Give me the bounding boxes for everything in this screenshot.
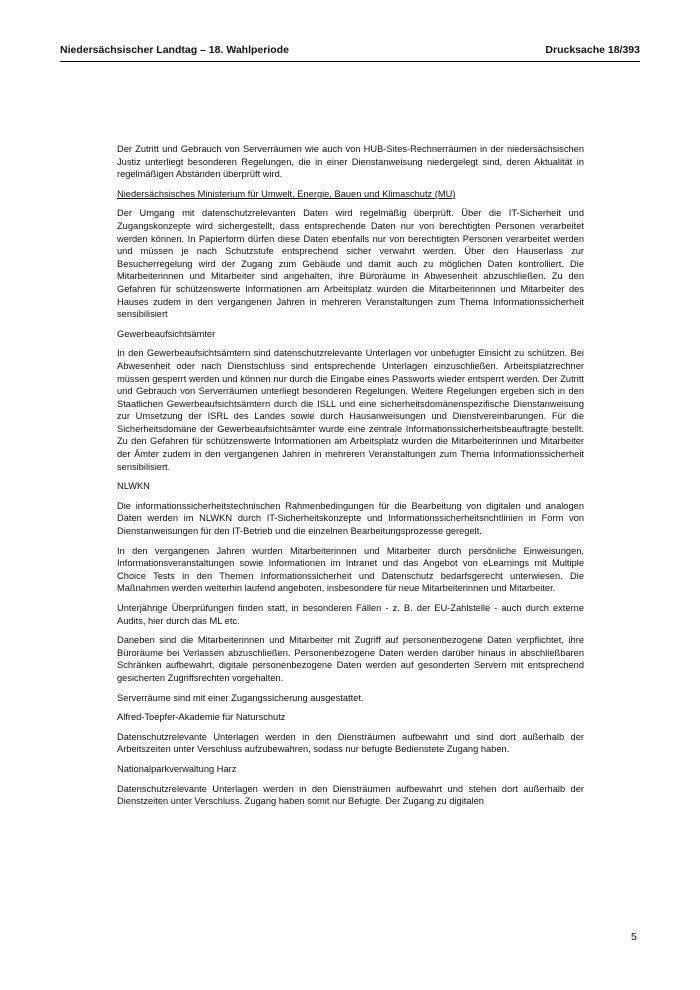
paragraph: Daneben sind die Mitarbeiterinnen und Mitarbeiter mit Zugriff auf personenbezogene Daten verpflichtet, ihre Büroräume bei Verlassen abzuschließen. Personenbezogene Daten werden darüber hinaus in abschließbaren Schränken aufbewahrt, digitale personenbezogene Daten werden auf gesonderten Servern mit entsprechend gesicherten Zugriffsrechten vorgehalten. bbox=[117, 635, 584, 683]
paragraph: Serverräume sind mit einer Zugangssicherung ausgestattet. bbox=[117, 692, 364, 703]
page-header bbox=[60, 44, 640, 62]
section-heading-nlwkn: NLWKN bbox=[117, 481, 150, 492]
document-number: Drucksache 18/393 bbox=[545, 44, 640, 56]
paragraph: Datenschutzrelevante Unterlagen werden in den Diensträumen aufbewahrt und stehen dort außerhalb der Dienstzeiten unter Verschluss. Zugang haben somit nur Befugte. Der Zugang zu digitalen bbox=[117, 783, 584, 807]
section-heading-akademie: Alfred-Toepfer-Akademie für Naturschutz bbox=[117, 712, 286, 723]
section-heading-harz: Nationalparkverwaltung Harz bbox=[117, 763, 237, 774]
paragraph: In den vergangenen Jahren wurden Mitarbeiterinnen und Mitarbeiter durch persönliche Einweisungen, Informationsveranstaltungen sowie Informationen im Intranet und das Angebot von eLearnings mit Multiple Choice Tests in den Themen Informationssicherheit und Datenschutz bedarfsgerecht unterwiesen. Die Maßnahmen werden weiterhin laufend angeboten, insbesondere für neue Mitarbeiterinnen und Mitarbeiter. bbox=[117, 545, 584, 594]
section-heading-mu: Niedersächsisches Ministerium für Umwelt, Energie, Bauen und Klimaschutz (MU) bbox=[117, 188, 456, 199]
paragraph: In den Gewerbeaufsichtsämtern sind datenschutzrelevante Unterlagen vor unbefugter Einsicht zu schützen. Bei Abwesenheit oder nach Dienstschluss sind entsprechende Unterlagen einzuschließen. Arbeitsplatzrechner müssen gesperrt werden und können nur durch die Eingabe eines Passworts wieder entsperrt werden. Der Zutritt und Gebrauch von Serverräumen unterliegt besonderen Regelungen. Weitere Regelungen ergeben sich in den Staatlichen Gewerbeaufsichtsämtern durch die ISLL und eine sicherheitsdomänenspezifische Dienstanweisung zur Umsetzung der ISRL des Landes sowie durch Hausanweisungen und Dienstvereinbarungen. Für die Sicherheitsdomäne der Gewerbeaufsichtsämter wurde eine zentrale Informationssicherheitsbeauftragte bestellt. Zu den Gefahren für schützenswerte Informationen am Arbeitsplatz wurden die Mitarbeiterinnen und Mitarbeiter der Ämter zudem in den vergangenen Jahren in mehreren Veranstaltungen zum Thema Informationssicherheit sensibilisiert. bbox=[117, 348, 584, 472]
page-number: 5 bbox=[631, 931, 637, 943]
header-title: Niedersächsischer Landtag – 18. Wahlperiode bbox=[60, 44, 289, 56]
paragraph: Die informationssicherheitstechnischen Rahmenbedingungen für die Bearbeitung von digitalen und analogen Daten werden im NLWKN durch IT-Sicherheitskonzepte und Informationssicherheitsrichtlinien in Form von Dienstanweisungen für den IT-Betrieb und die einzelnen Bearbeitungsprozesse geregelt. bbox=[117, 500, 584, 537]
section-heading-gewerbeaufsicht: Gewerbeaufsichtsämter bbox=[117, 328, 216, 339]
paragraph: Unterjährige Überprüfungen finden statt, in besonderen Fällen - z. B. der EU-Zahlstelle - auch durch externe Audits, hier durch das ML etc. bbox=[117, 603, 584, 626]
document-body bbox=[117, 143, 584, 815]
paragraph: Datenschutzrelevante Unterlagen werden in den Diensträumen aufbewahrt und sind dort außerhalb der Arbeitszeiten unter Verschluss aufzubewahren, sodass nur befugte Bedienstete Zugang haben. bbox=[117, 731, 584, 755]
paragraph: Der Umgang mit datenschutzrelevanten Daten wird regelmäßig überprüft. Über die IT-Sicherheit und Zugangskonzepte wird sichergestellt, dass entsprechende Daten nur von berechtigten Personen verarbeitet werden können. In Papierform dürfen diese Daten ebenfalls nur von berechtigten Personen verarbeitet werden und müssen je nach Schutzstufe entsprechend sicher verwahrt werden. Über den Hauserlass zur Besucherregelung wird der Zugang zum Gebäude und damit auch zu möglichen Daten kontrolliert. Die Mitarbeiterinnen und Mitarbeiter sind angehalten, ihre Büroräume in Abwesenheit abzuschließen. Zu den Gefahren für schützenswerte Informationen am Arbeitsplatz wurden die Mitarbeiterinnen und Mitarbeiter des Hauses zudem in den vergangenen Jahren in mehreren Veranstaltungen zum Thema Informationssicherheit sensibilisiert bbox=[117, 208, 584, 320]
paragraph: Der Zutritt und Gebrauch von Serverräumen wie auch von HUB-Sites-Rechnerräumen in der niedersächsischen Justiz unterliegt besonderen Regelungen, die in einer Dienstanweisung niedergelegt sind, deren Aktualität in regelmäßigen Abständen überprüft wird. bbox=[117, 144, 584, 180]
